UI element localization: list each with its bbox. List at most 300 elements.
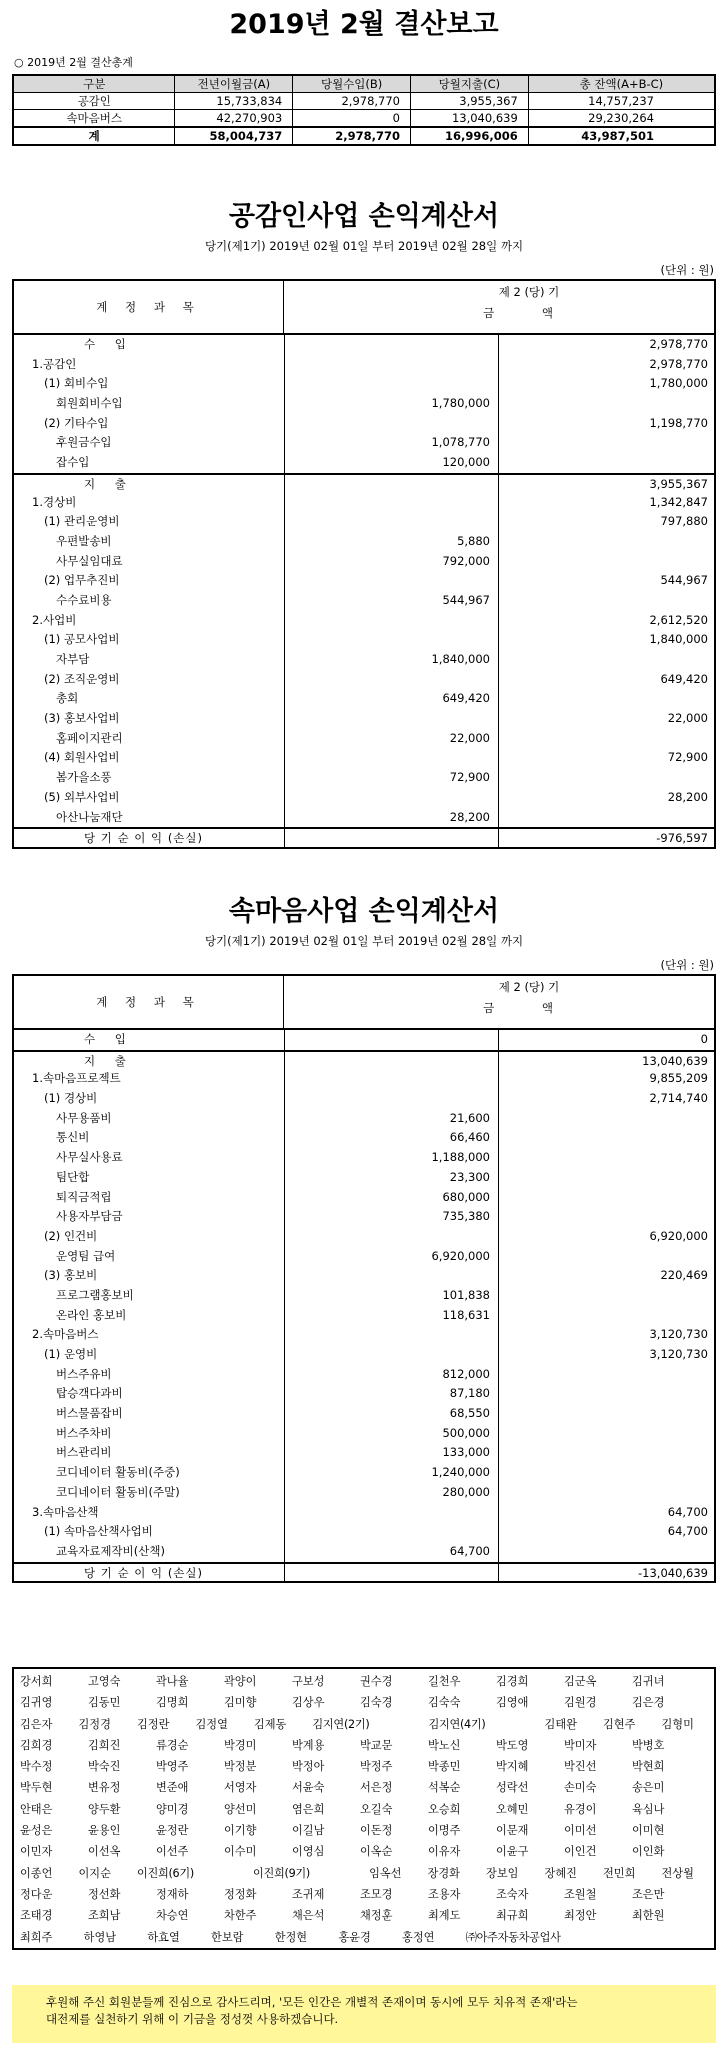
statement-row <box>14 630 714 650</box>
donor-row <box>14 1863 714 1884</box>
donor-name: 차승연 <box>156 1909 189 1923</box>
account-name: 사무실임대료 <box>56 553 123 568</box>
total-amount: 1,342,847 <box>649 494 708 509</box>
donor-name: 박노신 <box>428 1738 461 1752</box>
statement-row <box>14 1050 714 1070</box>
total-amount: 797,880 <box>660 514 708 529</box>
statement-row <box>14 768 714 788</box>
statement-row <box>14 512 714 532</box>
sub-amount: 68,550 <box>449 1406 490 1421</box>
thanks-line: 대전제를 실천하기 위해 이 기금을 정성껏 사용하겠습니다. <box>46 2012 339 2026</box>
summary-total-cell: 58,004,737 <box>175 127 293 145</box>
donor-name: 박병호 <box>632 1738 665 1752</box>
donor-name: 이윤구 <box>496 1845 529 1859</box>
donor-name <box>650 1927 714 1948</box>
account-name: 2.사업비 <box>32 612 77 627</box>
account-name: 당 기 순 이 익 (손실) <box>84 1565 204 1580</box>
statement1-period: 당기(제1기) 2019년 02월 01일 부터 2019년 02월 28일 까지 <box>204 239 524 253</box>
total-amount: -976,597 <box>656 831 708 846</box>
account-name: 우편발송비 <box>56 533 112 548</box>
donor-name: 오승희 <box>428 1802 461 1816</box>
summary-total-cell: 16,996,006 <box>411 127 529 145</box>
summary-label: ○ 2019년 2월 결산총계 <box>14 56 133 69</box>
summary-header: 구분 <box>13 75 175 93</box>
account-name: (3) 홍보사업비 <box>44 711 120 726</box>
donor-name: 김정란 <box>136 1717 170 1731</box>
statement1-table <box>12 279 716 849</box>
statement-row <box>14 1188 714 1208</box>
donor-name: 조모경 <box>360 1887 393 1901</box>
statement-row <box>14 788 714 808</box>
summary-table <box>12 74 716 146</box>
donor-name: 윤용인 <box>88 1824 121 1838</box>
statement-row <box>14 748 714 768</box>
donor-name: 김태완 <box>544 1717 577 1731</box>
account-name: 버스주차비 <box>56 1425 112 1440</box>
statement-row <box>14 1542 714 1562</box>
account-name: 온라인 홍보비 <box>56 1307 127 1322</box>
account-name: 수 입 <box>84 1032 134 1046</box>
donor-row <box>14 1884 714 1905</box>
account-name: 1.공감인 <box>32 356 77 371</box>
donor-name: ㈜아주자동차공업사 <box>465 1930 561 1944</box>
statement-row <box>14 552 714 572</box>
statement-row <box>14 1463 714 1483</box>
donor-name: 한보람 <box>211 1930 244 1944</box>
sub-amount: 28,200 <box>449 809 490 824</box>
donor-name: 이미현 <box>632 1824 665 1838</box>
summary-header: 당월수입(B) <box>293 75 411 93</box>
account-name: 수 입 <box>84 337 134 351</box>
sub-amount: 792,000 <box>442 553 490 568</box>
donor-name: 최정안 <box>564 1909 597 1923</box>
sub-amount: 6,920,000 <box>431 1248 490 1263</box>
donor-name: 김지연(2기) <box>312 1717 370 1731</box>
summary-header: 당월지출(C) <box>411 75 529 93</box>
donor-name: 장혜진 <box>544 1866 577 1880</box>
donor-name: 손미숙 <box>564 1781 597 1795</box>
statement-row <box>14 1148 714 1168</box>
donor-name: 이종언 <box>20 1866 53 1880</box>
summary-cell: 42,270,903 <box>175 110 293 128</box>
statement-row <box>14 1266 714 1286</box>
donor-name: 김상우 <box>292 1696 325 1710</box>
statement2-period: 당기(제1기) 2019년 02월 01일 부터 2019년 02월 28일 까지 <box>204 934 524 948</box>
sub-amount: 23,300 <box>449 1169 490 1184</box>
donor-row <box>14 1820 714 1841</box>
statement-row <box>14 1168 714 1188</box>
donor-row <box>14 1777 714 1798</box>
donor-name: 김은경 <box>632 1696 665 1710</box>
statement-row <box>14 1207 714 1227</box>
total-amount: 2,978,770 <box>649 356 708 371</box>
statement2-table <box>12 974 716 1583</box>
statement-row <box>14 355 714 375</box>
sub-amount: 1,780,000 <box>431 396 490 411</box>
statement-row <box>14 532 714 552</box>
donor-name: 최한원 <box>632 1909 665 1923</box>
donor-name: 박정분 <box>224 1760 257 1774</box>
statement-row <box>14 1384 714 1404</box>
donor-row <box>14 1841 714 1862</box>
statement-row <box>14 374 714 394</box>
statement-row <box>14 1365 714 1385</box>
donor-name: 정재하 <box>156 1887 189 1901</box>
donor-name: 서윤숙 <box>292 1781 325 1795</box>
donor-name: 양선미 <box>224 1802 257 1816</box>
summary-cell: 0 <box>293 110 411 128</box>
sub-amount: 66,460 <box>449 1130 490 1145</box>
donor-name: 석복순 <box>428 1781 461 1795</box>
account-name: (1) 관리운영비 <box>44 514 120 529</box>
period-column-header <box>284 281 714 333</box>
sub-amount: 120,000 <box>442 455 490 470</box>
statement-row <box>14 1483 714 1503</box>
donor-name: 김영애 <box>496 1696 529 1710</box>
statement-row <box>14 1503 714 1523</box>
statement1-body <box>14 335 714 847</box>
donor-name: 조태경 <box>20 1909 53 1923</box>
donor-name: 이명주 <box>428 1824 461 1838</box>
total-amount: 72,900 <box>667 750 708 765</box>
donor-name: 송은미 <box>632 1781 665 1795</box>
donor-name: 이진희(9기) <box>253 1866 310 1880</box>
account-name: (2) 조직운영비 <box>44 671 120 686</box>
statement-row <box>14 729 714 749</box>
donor-name: 이돈정 <box>360 1824 393 1838</box>
donor-name: 염은희 <box>292 1802 325 1816</box>
account-name: 후원금수입 <box>56 435 112 450</box>
sub-amount: 500,000 <box>442 1425 490 1440</box>
donor-name: 최규희 <box>496 1909 529 1923</box>
donor-name: 김형미 <box>661 1717 694 1731</box>
statement2-title: 속마음사업 손익계산서 <box>228 896 500 927</box>
donor-name: 이인건 <box>564 1845 597 1859</box>
sub-amount: 101,838 <box>442 1287 490 1302</box>
donor-name: 김정열 <box>195 1717 228 1731</box>
statement-row <box>14 611 714 631</box>
donor-name: 이영심 <box>292 1845 325 1859</box>
donor-name: 김숙경 <box>360 1696 393 1710</box>
statement-row <box>14 1424 714 1444</box>
donor-name: 고영숙 <box>88 1675 121 1688</box>
period-label: 제 2 (당) 기 <box>498 285 560 299</box>
account-name: 코디네이터 활동비(주중) <box>56 1465 180 1480</box>
donor-name: 박정아 <box>292 1760 325 1774</box>
account-name: 봄가을소풍 <box>56 770 112 785</box>
donor-name: 김명희 <box>156 1696 189 1710</box>
statement-row <box>14 1562 714 1582</box>
donor-name: 박미자 <box>564 1738 597 1752</box>
donor-name: 김희진 <box>88 1738 121 1752</box>
statement-row <box>14 1404 714 1424</box>
statement-row <box>14 1089 714 1109</box>
donor-name: 서은정 <box>360 1781 393 1795</box>
account-name: 회원회비수입 <box>56 396 123 411</box>
total-amount: 3,955,367 <box>649 476 708 491</box>
donor-name: 김숙숙 <box>428 1696 461 1710</box>
summary-cell: 3,955,367 <box>411 93 529 110</box>
account-name: 사용자부담금 <box>56 1209 123 1224</box>
donor-name: 권수경 <box>360 1675 393 1688</box>
account-name: 지 출 <box>84 1053 134 1068</box>
account-name: 1.경상비 <box>32 494 77 509</box>
total-amount: 1,840,000 <box>649 632 708 647</box>
donor-name: 전민희 <box>603 1866 636 1880</box>
statement-row <box>14 827 714 847</box>
donor-row <box>14 1735 714 1756</box>
donor-name: 최희주 <box>20 1930 53 1944</box>
sub-amount: 22,000 <box>449 730 490 745</box>
donor-row <box>14 1927 714 1948</box>
donor-name: 채정훈 <box>360 1909 393 1923</box>
sub-amount: 72,900 <box>449 770 490 785</box>
summary-cell: 공감인 <box>13 93 175 110</box>
statement-row <box>14 650 714 670</box>
statement2-unit: (단위 : 원) <box>660 958 714 972</box>
account-name: (1) 속마음산책사업비 <box>44 1524 153 1539</box>
sub-amount: 87,180 <box>449 1386 490 1401</box>
total-amount: 3,120,730 <box>649 1327 708 1342</box>
sub-amount: 21,600 <box>449 1110 490 1125</box>
sub-amount: 1,078,770 <box>431 435 490 450</box>
donor-name: 홍정연 <box>402 1930 435 1944</box>
total-amount: 0 <box>700 1032 708 1046</box>
donor-name: 김현주 <box>603 1717 636 1731</box>
total-amount: 28,200 <box>667 789 708 804</box>
account-name: 수수료비용 <box>56 592 112 607</box>
donor-name: 박진선 <box>564 1760 597 1774</box>
donor-names-table <box>12 1667 716 1950</box>
statement-row <box>14 1109 714 1129</box>
sub-amount: 544,967 <box>442 592 490 607</box>
total-amount: 220,469 <box>660 1268 708 1283</box>
donor-name: 박지혜 <box>496 1760 529 1774</box>
summary-cell: 속마음버스 <box>13 110 175 128</box>
total-amount: 1,780,000 <box>649 376 708 391</box>
amount-label: 금 액 <box>483 1001 575 1015</box>
donor-name: 하영남 <box>83 1930 117 1944</box>
donor-name: 조용자 <box>428 1887 461 1901</box>
donor-row <box>14 1799 714 1820</box>
donor-name: 김은자 <box>20 1717 53 1731</box>
statement-row <box>14 1345 714 1365</box>
donor-name: 오길숙 <box>360 1802 393 1816</box>
donor-name: 곽양이 <box>224 1675 257 1688</box>
page-title: 2019년 2월 결산보고 <box>229 9 499 40</box>
donor-name: 김지연(4기) <box>428 1717 486 1731</box>
statement-row <box>14 1306 714 1326</box>
donor-name: 이길남 <box>292 1824 325 1838</box>
donor-name: 박계용 <box>292 1738 325 1752</box>
donor-name: 이지순 <box>78 1866 111 1880</box>
donor-name: 양미경 <box>156 1802 189 1816</box>
donor-name: 김희경 <box>20 1738 53 1752</box>
donor-name: 윤정란 <box>156 1824 189 1838</box>
statement2-body <box>14 1030 714 1581</box>
summary-header-row <box>13 75 715 93</box>
statement-row <box>14 709 714 729</box>
sub-amount: 680,000 <box>442 1189 490 1204</box>
statement1-title: 공감인사업 손익계산서 <box>228 201 500 232</box>
account-name: (1) 회비수입 <box>44 376 109 391</box>
account-name: 운영팀 급여 <box>56 1248 116 1263</box>
total-amount: 2,978,770 <box>649 337 708 351</box>
account-name: (1) 운영비 <box>44 1347 98 1361</box>
donor-name: 김미향 <box>224 1696 257 1710</box>
total-amount: 3,120,730 <box>649 1347 708 1361</box>
summary-cell: 2,978,770 <box>293 93 411 110</box>
donor-name: 김귀영 <box>20 1696 53 1710</box>
account-name: (2) 기타수입 <box>44 415 109 430</box>
statement-row <box>14 335 714 355</box>
donor-name: 김경희 <box>496 1675 529 1688</box>
statement-row <box>14 571 714 591</box>
donor-name: 구보성 <box>292 1675 325 1688</box>
donor-name: 정선화 <box>88 1887 121 1901</box>
donor-name: 조희남 <box>88 1909 121 1923</box>
sub-amount: 735,380 <box>442 1209 490 1224</box>
account-name: 퇴직금적립 <box>56 1189 112 1204</box>
donor-name: 유경이 <box>564 1802 597 1816</box>
statement-row <box>14 1247 714 1267</box>
total-amount: -13,040,639 <box>638 1565 708 1580</box>
donor-name: 채은석 <box>292 1909 325 1923</box>
total-amount: 649,420 <box>660 671 708 686</box>
statement-row <box>14 1030 714 1050</box>
total-amount: 64,700 <box>667 1524 708 1539</box>
account-name: 1.속마음프로젝트 <box>32 1071 121 1086</box>
donor-name: 이유자 <box>428 1845 461 1859</box>
total-amount: 22,000 <box>667 711 708 726</box>
account-name: (5) 외부사업비 <box>44 789 120 804</box>
statement-row <box>14 433 714 453</box>
donor-name: 김귀녀 <box>632 1675 665 1688</box>
donor-name: 변유정 <box>88 1781 121 1795</box>
donor-name: 이기향 <box>224 1824 257 1838</box>
statement-row <box>14 1128 714 1148</box>
account-name: 당 기 순 이 익 (손실) <box>84 831 204 846</box>
summary-row <box>13 93 715 110</box>
donor-name: 이수미 <box>224 1845 257 1859</box>
donor-name: 박두현 <box>20 1781 53 1795</box>
account-name: 버스물품잡비 <box>56 1406 123 1421</box>
account-name: 3.속마음산책 <box>32 1504 99 1519</box>
donor-name: 이선옥 <box>88 1845 121 1859</box>
statement-row <box>14 591 714 611</box>
donor-name: 안태은 <box>20 1802 53 1816</box>
summary-cell: 29,230,264 <box>528 110 715 128</box>
account-name: 홈페이지관리 <box>56 730 123 745</box>
donor-name: 박현희 <box>632 1760 665 1774</box>
donor-name: 박종민 <box>428 1760 461 1774</box>
statement-row <box>14 1286 714 1306</box>
period-label: 제 2 (당) 기 <box>498 980 560 994</box>
donor-name: 변준애 <box>156 1781 189 1795</box>
account-name: 버스관리비 <box>56 1445 112 1460</box>
statement-row <box>14 1325 714 1345</box>
donor-name: 윤성은 <box>20 1824 53 1838</box>
statement-row <box>14 808 714 828</box>
statement-row <box>14 689 714 709</box>
sub-amount: 280,000 <box>442 1484 490 1499</box>
donor-name: 이진희(6기) <box>136 1866 194 1880</box>
summary-total-cell: 2,978,770 <box>293 127 411 145</box>
total-amount: 13,040,639 <box>642 1053 708 1068</box>
summary-cell: 13,040,639 <box>411 110 529 128</box>
account-column-header: 계 정 과 목 <box>14 281 284 333</box>
account-name: 자부담 <box>56 652 90 666</box>
sub-amount: 649,420 <box>442 691 490 706</box>
donor-name: 정정화 <box>224 1887 257 1901</box>
donor-name: 조귀제 <box>292 1887 325 1901</box>
account-name: (2) 업무추진비 <box>44 573 120 588</box>
statement-row <box>14 1227 714 1247</box>
statement-row <box>14 1069 714 1089</box>
account-name: 탑승객다과비 <box>56 1386 123 1401</box>
donor-name <box>587 1927 651 1948</box>
donor-name: 박정주 <box>360 1760 393 1774</box>
donor-row <box>14 1692 714 1713</box>
account-name: 코디네이터 활동비(주말) <box>56 1484 180 1499</box>
statement-row <box>14 453 714 473</box>
donor-name: 이민자 <box>20 1845 53 1859</box>
donor-name: 김군옥 <box>564 1675 597 1688</box>
donor-name: 조은만 <box>632 1887 665 1901</box>
sub-amount: 133,000 <box>442 1445 490 1460</box>
account-name: 잡수입 <box>56 455 90 470</box>
donor-name: 전상월 <box>661 1866 694 1880</box>
total-amount: 6,920,000 <box>649 1228 708 1243</box>
account-name: 교육자료제작비(산책) <box>56 1543 165 1558</box>
sub-amount: 118,631 <box>442 1307 490 1322</box>
total-amount: 9,855,209 <box>649 1071 708 1086</box>
statement1-header <box>14 281 714 335</box>
donor-name: 김제동 <box>253 1717 287 1731</box>
account-name: (3) 홍보비 <box>44 1268 98 1283</box>
donor-name: 조원철 <box>564 1887 597 1901</box>
account-name: (4) 회원사업비 <box>44 750 120 765</box>
donor-name: 박수정 <box>20 1760 53 1774</box>
total-amount: 2,714,740 <box>649 1091 708 1106</box>
account-name: 버스주유비 <box>56 1366 112 1381</box>
donor-name: 임옥선 <box>369 1866 402 1880</box>
sub-amount: 1,188,000 <box>431 1150 490 1165</box>
donor-name: 박경미 <box>224 1738 257 1752</box>
period-column-header <box>284 976 714 1028</box>
donor-row <box>14 1714 714 1735</box>
statement-row <box>14 473 714 493</box>
account-name: 프로그램홍보비 <box>56 1287 134 1302</box>
statement2-header <box>14 976 714 1030</box>
summary-total-cell: 43,987,501 <box>528 127 715 145</box>
donor-name: 육심나 <box>632 1802 665 1816</box>
summary-header: 전년이월금(A) <box>175 75 293 93</box>
sub-amount: 5,880 <box>457 533 490 548</box>
account-name: 사무용품비 <box>56 1110 112 1125</box>
account-name: 아산나눔재단 <box>56 809 123 824</box>
amount-label: 금 액 <box>483 306 575 320</box>
summary-total-row <box>13 127 715 145</box>
donor-name: 김동민 <box>88 1696 121 1710</box>
donor-row <box>14 1671 714 1692</box>
statement-row <box>14 394 714 414</box>
total-amount: 64,700 <box>667 1504 708 1519</box>
donor-name: 차한주 <box>224 1909 257 1923</box>
donor-name: 곽나율 <box>156 1675 189 1688</box>
donor-name: 박교문 <box>360 1738 393 1752</box>
sub-amount: 64,700 <box>449 1543 490 1558</box>
